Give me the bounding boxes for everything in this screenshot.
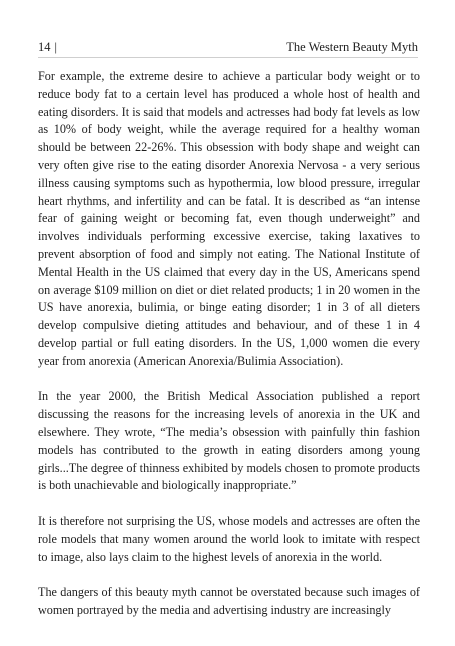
page-number: 14 | xyxy=(38,40,58,54)
paragraph-4: The dangers of this beauty myth cannot be overstated because such images of women portrayed by the media and advertising industry are increasingly xyxy=(38,585,420,617)
running-title: The Western Beauty Myth xyxy=(286,40,418,54)
page-header xyxy=(38,40,418,58)
paragraph-2: In the year 2000, the British Medical Association published a report discussing the reasons for the increasing levels of anorexia in the UK and elsewhere. They wrote, “The media’s obsession with painfully thin fashion models has contributed to the growth in eating disorders among young girls...The degree of thinness exhibited by models chosen to promote products is both unachievable and biologically inappropriate.” xyxy=(38,389,420,493)
header-separator: | xyxy=(54,40,58,54)
paragraph-1: For example, the extreme desire to achieve a particular body weight or to reduce body fat to a certain level has produced a whole host of health and eating disorders. It is said that models and actresses had body fat levels as low as 10% of body weight, while the average required for a healthy woman should be between 22-26%. This obsession with body shape and weight can very often give rise to the eating disorder Anorexia Nervosa - a very serious illness causing symptoms such as hypothermia, low blood pressure, irregular heart rhythms, and infertility and can be fatal. It is described as “an intense fear of gaining weight or becoming fat, even though underweight” and involves individuals performing excessive exercise, taking laxatives to prevent absorption of food and simply not eating. The National Institute of Mental Health in the US claimed that every day in the US, Americans spend on average $109 million on diet or diet related products; 1 in 20 women in the US have anorexia, bulimia, or binge eating disorder; 1 in 3 of all dieters develop compulsive dieting attitudes and behaviour, and of these 1 in 4 develop partial or full eating disorders. In the US, 1,000 women die every year from anorexia (American Anorexia/Bulimia Association). xyxy=(38,69,420,368)
paragraph-3: It is therefore not surprising the US, whose models and actresses are often the role models that many women around the world look to imitate with respect to image, also lays claim to the highest levels of anorexia in the world. xyxy=(38,513,420,564)
page-body xyxy=(38,68,420,620)
